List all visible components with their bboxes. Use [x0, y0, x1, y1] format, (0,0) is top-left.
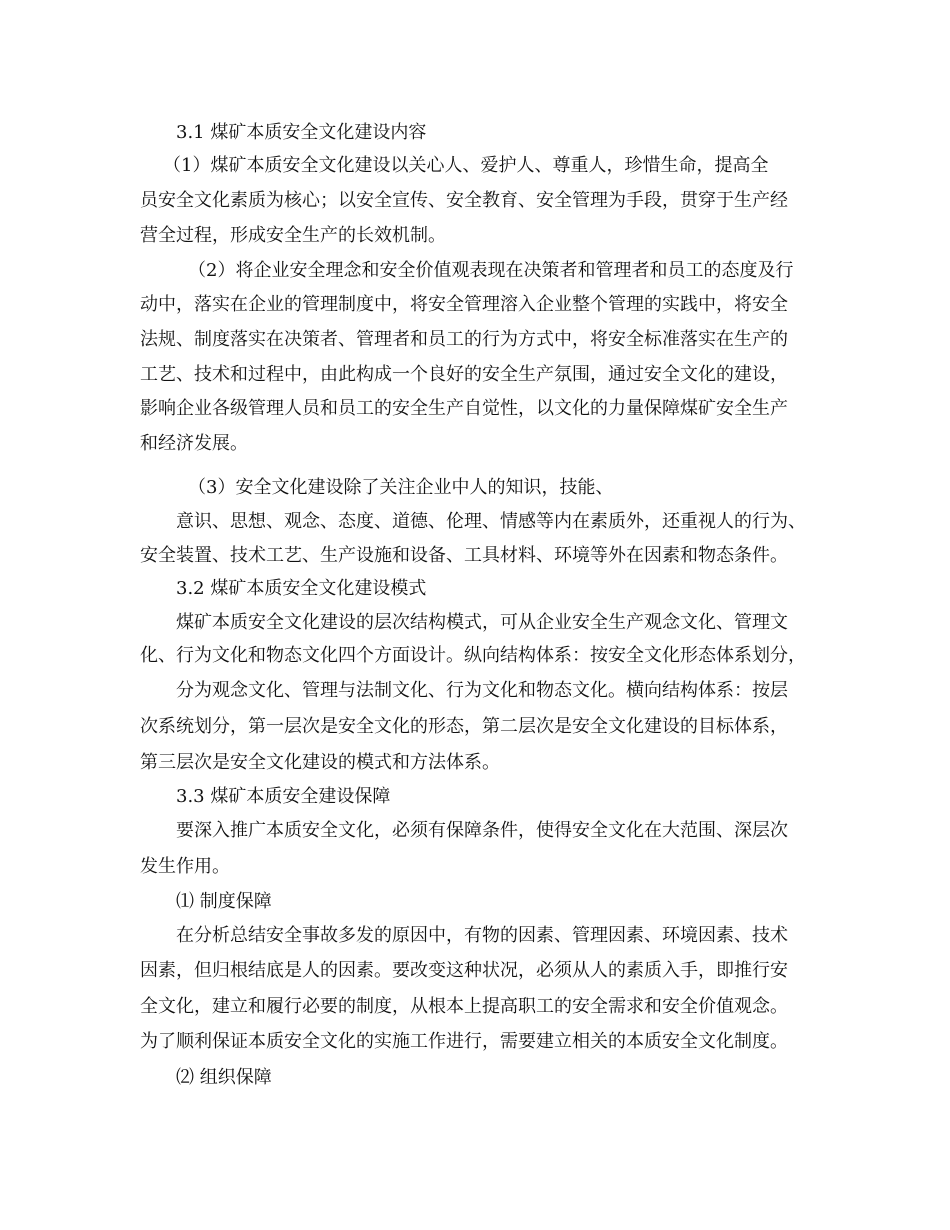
paragraph-line: （3）安全文化建设除了关注企业中人的知识，技能、 — [188, 477, 614, 498]
section-heading-3-2: 3.2 煤矿本质安全文化建设模式 — [176, 578, 427, 599]
paragraph-line: 化、行为文化和物态文化四个方面设计。纵向结构体系：按安全文化形态体系划分， — [140, 645, 806, 666]
paragraph-line: 煤矿本质安全文化建设的层次结构模式，可从企业安全生产观念文化、管理文 — [176, 612, 788, 633]
paragraph-line: 安全装置、技术工艺、生产设施和设备、工具材料、环境等外在因素和物态条件。 — [140, 545, 788, 566]
paragraph-line: 因素，但归根结底是人的因素。要改变这种状况，必须从人的素质入手，即推行安 — [140, 960, 788, 981]
paragraph-line: 次系统划分，第一层次是安全文化的形态，第二层次是安全文化建设的目标体系， — [140, 716, 788, 737]
paragraph-line: 意识、思想、观念、态度、道德、伦理、情感等内在素质外，还重视人的行为、 — [176, 511, 806, 532]
paragraph-line: 全文化，建立和履行必要的制度，从根本上提高职工的安全需求和安全价值观念。 — [140, 996, 788, 1017]
paragraph-line: 影响企业各级管理人员和员工的安全生产自觉性，以文化的力量保障煤矿安全生产 — [140, 398, 788, 419]
section-heading-3-1: 3.1 煤矿本质安全文化建设内容 — [176, 122, 427, 143]
paragraph-line: 营全过程，形成安全生产的长效机制。 — [140, 225, 446, 246]
paragraph-line: 分为观念文化、管理与法制文化、行为文化和物态文化。横向结构体系：按层 — [176, 680, 788, 701]
section-heading-3-3: 3.3 煤矿本质安全建设保障 — [176, 786, 391, 807]
paragraph-line: （1）煤矿本质安全文化建设以关心人、爱护人、尊重人，珍惜生命，提高全 — [163, 155, 769, 176]
paragraph-line: 员安全文化素质为核心；以安全宣传、安全教育、安全管理为手段，贯穿于生产经 — [140, 190, 788, 211]
subsection-heading: ⑵ 组织保障 — [176, 1067, 272, 1088]
paragraph-line: 发生作用。 — [140, 856, 230, 877]
paragraph-line: 在分析总结安全事故多发的原因中，有物的因素、管理因素、环境因素、技术 — [176, 925, 788, 946]
paragraph-line: 动中，落实在企业的管理制度中，将安全管理溶入企业整个管理的实践中，将安全 — [140, 294, 788, 315]
paragraph-line: 要深入推广本质安全文化，必须有保障条件，使得安全文化在大范围、深层次 — [176, 820, 788, 841]
paragraph-line: 为了顺利保证本质安全文化的实施工作进行，需要建立相关的本质安全文化制度。 — [140, 1031, 788, 1052]
paragraph-line: 法规、制度落实在决策者、管理者和员工的行为方式中，将安全标准落实在生产的 — [140, 329, 788, 350]
paragraph-line: 第三层次是安全文化建设的模式和方法体系。 — [140, 752, 500, 773]
subsection-heading: ⑴ 制度保障 — [176, 891, 272, 912]
paragraph-line: 工艺、技术和过程中，由此构成一个良好的安全生产氛围，通过安全文化的建设， — [140, 364, 788, 385]
paragraph-line: 和经济发展。 — [140, 433, 248, 454]
paragraph-line: （2）将企业安全理念和安全价值观表现在决策者和管理者和员工的态度及行 — [188, 260, 794, 281]
